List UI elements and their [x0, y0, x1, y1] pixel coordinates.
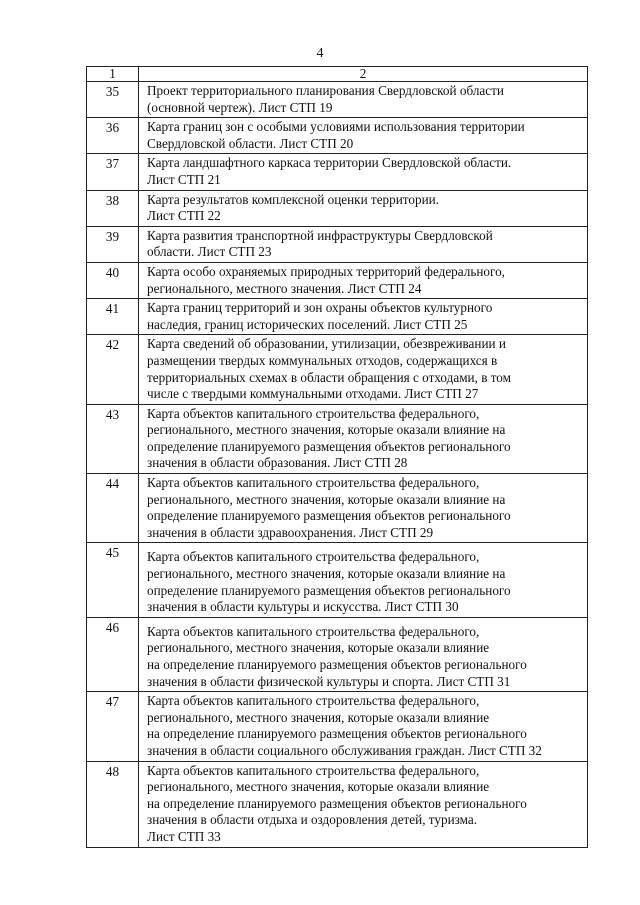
- description-line: определение планируемого размещения объектов регионального: [147, 438, 511, 454]
- description-line: регионального, местного значения, которые оказали влияние на: [147, 491, 506, 507]
- description-line: значения в области культуры и искусства. Лист СТП 30: [147, 599, 459, 615]
- description-line: значения в области физической культуры и спорта. Лист СТП 31: [147, 673, 511, 689]
- description-line: на определение планируемого размещения объектов регионального: [147, 657, 527, 672]
- table-row: [87, 692, 588, 761]
- row-description: [139, 299, 588, 335]
- description-line: Лист СТП 21: [147, 171, 221, 187]
- row-number: 42: [87, 335, 139, 404]
- description-line: регионального, местного значения, которые оказали влияние: [147, 709, 490, 725]
- description-line: Карта ландшафтного каркаса территории Свердловской области.: [147, 155, 512, 171]
- description-line: определение планируемого размещения объектов регионального: [147, 582, 511, 598]
- description-line: на определение планируемого размещения объектов регионального: [147, 726, 527, 742]
- row-number: 47: [87, 692, 139, 761]
- description-line: Карта объектов капитального строительства федерального,: [147, 405, 480, 421]
- row-number: 38: [87, 190, 139, 226]
- row-description: [139, 692, 588, 761]
- description-line: значения в области отдыха и оздоровления детей, туризма.: [147, 812, 478, 828]
- header-col-2: 2: [139, 67, 588, 82]
- description-line: наследия, границ исторических поселений. Лист СТП 25: [147, 316, 468, 332]
- table-header-row: [87, 67, 588, 82]
- row-number: 41: [87, 299, 139, 335]
- description-line: Свердловской области. Лист СТП 20: [147, 135, 354, 151]
- table-row: [87, 154, 588, 190]
- row-description: [139, 543, 588, 617]
- row-description: [139, 118, 588, 154]
- table-row: [87, 474, 588, 543]
- row-description: [139, 404, 588, 473]
- table-row: [87, 761, 588, 847]
- table-body: [87, 82, 588, 848]
- row-description: [139, 761, 588, 847]
- row-number: 48: [87, 761, 139, 847]
- table-row: [87, 335, 588, 404]
- description-line: Лист СТП 22: [147, 208, 221, 224]
- description-line: Карта особо охраняемых природных территорий федерального,: [147, 263, 505, 279]
- row-number: 46: [87, 617, 139, 691]
- description-line: Лист СТП 33: [147, 828, 221, 844]
- description-line: Карта объектов капитального строительства федерального,: [147, 693, 480, 709]
- description-line: регионального, местного значения, которые оказали влияние: [147, 779, 490, 795]
- row-description: [139, 190, 588, 226]
- description-line: Проект территориального планирования Свердловской области: [147, 83, 504, 98]
- table-row: [87, 262, 588, 298]
- description-line: Карта объектов капитального строительства федерального,: [147, 549, 480, 565]
- description-line: числе с твердыми коммунальными отходами. Лист СТП 27: [147, 386, 479, 402]
- page-number: 4: [316, 46, 324, 61]
- description-line: (основной чертеж). Лист СТП 19: [147, 99, 333, 115]
- description-line: регионального, местного значения, которые оказали влияние на: [147, 566, 506, 582]
- description-line: Карта объектов капитального строительства федерального,: [147, 475, 480, 491]
- description-line: регионального, местного значения, которые оказали влияние на: [147, 422, 506, 438]
- row-description: [139, 82, 588, 118]
- description-line: определение планируемого размещения объектов регионального: [147, 508, 511, 524]
- description-line: значения в области образования. Лист СТП 28: [147, 455, 408, 471]
- table-row: [87, 299, 588, 335]
- table-row: [87, 617, 588, 691]
- row-description: [139, 335, 588, 404]
- description-line: размещении твердых коммунальных отходов, содержащихся в: [147, 352, 498, 368]
- row-number: 39: [87, 226, 139, 262]
- table-row: [87, 118, 588, 154]
- description-line: Карта объектов капитального строительства федерального,: [147, 623, 480, 639]
- row-number: 44: [87, 474, 139, 543]
- description-line: значения в области социального обслуживания граждан. Лист СТП 32: [147, 742, 542, 758]
- row-description: [139, 474, 588, 543]
- description-line: регионального, местного значения. Лист СТП 24: [147, 280, 422, 296]
- row-description: [139, 617, 588, 691]
- description-line: области. Лист СТП 23: [147, 244, 272, 260]
- description-line: Карта развития транспортной инфраструктуры Свердловской: [147, 227, 493, 243]
- row-number: 36: [87, 118, 139, 154]
- table-row: [87, 190, 588, 226]
- description-line: регионального, местного значения, которые оказали влияние: [147, 640, 490, 656]
- header-col-1: 1: [87, 67, 139, 82]
- row-number: 35: [87, 82, 139, 118]
- row-number: 43: [87, 404, 139, 473]
- description-line: на определение планируемого размещения объектов регионального: [147, 795, 527, 811]
- row-number: 40: [87, 262, 139, 298]
- document-table: [86, 66, 588, 848]
- row-description: [139, 262, 588, 298]
- description-line: Карта сведений об образовании, утилизации, обезвреживании и: [147, 336, 506, 352]
- table-row: [87, 226, 588, 262]
- description-line: Карта результатов комплексной оценки территории.: [147, 191, 439, 207]
- row-number: 45: [87, 543, 139, 617]
- description-line: территориальных схемах в области обращения с отходами, в том: [147, 369, 511, 385]
- table-row: [87, 543, 588, 617]
- description-line: Карта границ зон с особыми условиями использования территории: [147, 119, 525, 135]
- description-line: значения в области здравоохранения. Лист СТП 29: [147, 524, 434, 540]
- row-number: 37: [87, 154, 139, 190]
- table-row: [87, 404, 588, 473]
- table-row: [87, 82, 588, 118]
- description-line: Карта объектов капитального строительства федерального,: [147, 762, 480, 778]
- row-description: [139, 226, 588, 262]
- row-description: [139, 154, 588, 190]
- description-line: Карта границ территорий и зон охраны объектов культурного: [147, 300, 493, 316]
